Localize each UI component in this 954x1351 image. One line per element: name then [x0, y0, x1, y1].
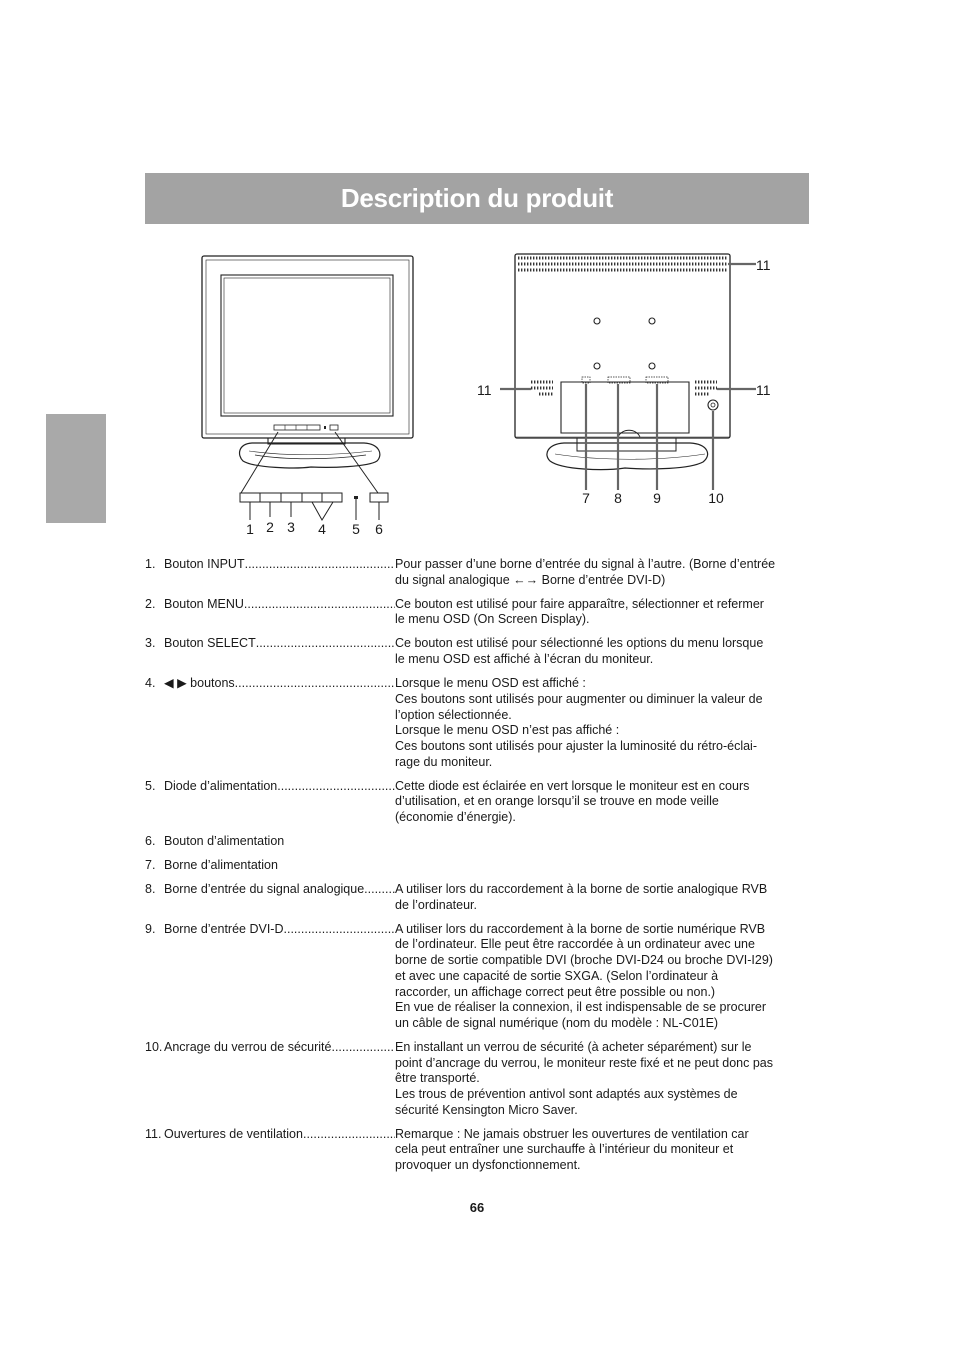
page-number: 66: [469, 1200, 485, 1215]
description-line: être transporté.: [395, 1071, 480, 1086]
front-callout-leaders: [240, 432, 388, 520]
list-item: [145, 1127, 810, 1174]
description-line: un câble de signal numérique (nom du modèle : NL-C01E): [395, 1015, 719, 1030]
callout-6: 6: [375, 521, 383, 537]
front-view-monitor: [202, 256, 413, 468]
list-item: [145, 779, 810, 826]
description-line: En installant un verrou de sécurité (à acheter séparément) sur le: [395, 1039, 752, 1054]
callout-8: 8: [614, 490, 622, 506]
dot-leader: [303, 1127, 395, 1174]
description-line: et avec une capacité de sortie SXGA. (Selon l’ordinateur à: [395, 968, 719, 983]
item-label-text: Borne d’entrée du signal analogique: [164, 882, 365, 897]
dot-leader: [256, 636, 395, 667]
callout-11-left: 11: [477, 382, 492, 398]
item-description: [395, 1040, 810, 1119]
monitor-illustrations: [0, 0, 954, 545]
dot-leader: [245, 557, 395, 588]
dot-leader: [277, 779, 395, 826]
parts-list: [145, 557, 810, 1182]
callout-1: 1: [246, 521, 254, 537]
item-label: [164, 557, 395, 588]
item-label: [164, 882, 395, 913]
item-description: [395, 1127, 810, 1174]
item-description: [395, 636, 810, 667]
description-line: En vue de réaliser la connexion, il est indispensable de se procurer: [395, 1000, 767, 1015]
page-title: Description du produit: [340, 183, 614, 213]
description-line: Lorsque le menu OSD n’est pas affiché :: [395, 723, 620, 738]
item-label-text: Borne d’alimentation: [164, 858, 278, 873]
description-line: A utiliser lors du raccordement à la borne de sortie numérique RVB: [395, 921, 766, 936]
description-line: Ces boutons sont utilisés pour ajuster la luminosité du rétro-éclai-: [395, 738, 757, 753]
item-number: 10.: [145, 1039, 163, 1054]
list-item: [145, 922, 810, 1032]
description-line: provoquer un dysfonctionnement.: [395, 1158, 581, 1173]
callout-9: 9: [653, 490, 661, 506]
description-line: de l’ordinateur. Elle peut être raccordée à un ordinateur avec une: [395, 937, 755, 952]
description-line: l’option sélectionnée.: [395, 707, 512, 722]
description-line: de l’ordinateur.: [395, 897, 478, 912]
item-label: [164, 922, 395, 1032]
callout-2: 2: [266, 519, 274, 535]
list-item: [145, 834, 810, 850]
rear-view-monitor: [515, 254, 730, 470]
item-number: 3.: [145, 636, 156, 651]
description-line: (économie d’énergie).: [395, 810, 516, 825]
item-label-text: Ancrage du verrou de sécurité: [164, 1039, 332, 1054]
list-item: [145, 676, 810, 770]
list-item: [145, 636, 810, 667]
dot-leader: [244, 597, 395, 628]
item-label: [164, 1127, 395, 1174]
description-line: rage du moniteur.: [395, 754, 493, 769]
item-description: [395, 858, 810, 874]
description-line: du signal analogique ←→ Borne d’entrée DVI-D): [395, 572, 666, 587]
item-label: [164, 779, 395, 826]
item-label: [164, 636, 395, 667]
list-item: [145, 597, 810, 628]
item-label-text: Bouton SELECT: [164, 636, 256, 651]
description-line: Ces boutons sont utilisés pour augmenter ou diminuer la valeur de: [395, 691, 763, 706]
item-number: 5.: [145, 778, 156, 793]
description-line: cela peut entraîner une surchauffe à l’intérieur du moniteur et: [395, 1142, 734, 1157]
item-label-text: Diode d’alimentation: [164, 778, 278, 793]
list-item: [145, 1040, 810, 1119]
description-line: Pour passer d’une borne d’entrée du signal à l’autre. (Borne d’entrée: [395, 557, 776, 571]
item-label-text: Borne d’entrée DVI-D: [164, 921, 284, 936]
description-line: le menu OSD (On Screen Display).: [395, 612, 590, 627]
dot-leader: [364, 882, 395, 913]
description-line: Ce bouton est utilisé pour sélectionné les options du menu lorsque: [395, 636, 764, 651]
item-label: [164, 597, 395, 628]
callout-5: 5: [352, 521, 360, 537]
item-description: [395, 779, 810, 826]
item-label: [164, 834, 395, 850]
item-label-text: Ouvertures de ventilation: [164, 1126, 303, 1141]
description-line: Ce bouton est utilisé pour faire apparaître, sélectionner et refermer: [395, 596, 764, 611]
description-line: borne de sortie compatible DVI (broche DVI-D24 ou broche DVI-I29): [395, 953, 773, 968]
item-description: [395, 597, 810, 628]
item-number: 6.: [145, 834, 156, 849]
list-item: [145, 557, 810, 588]
item-label: [164, 858, 395, 874]
dot-leader: [331, 1040, 395, 1119]
item-number: 9.: [145, 921, 156, 936]
callout-7: 7: [582, 490, 590, 506]
description-line: Lorsque le menu OSD est affiché :: [395, 676, 586, 691]
item-label-text: Bouton INPUT: [164, 557, 245, 571]
callout-10: 10: [708, 490, 724, 506]
list-item: [145, 858, 810, 874]
dot-leader: [235, 676, 395, 770]
description-line: Les trous de prévention antivol sont adaptés aux systèmes de: [395, 1087, 738, 1102]
item-description: [395, 834, 810, 850]
description-line: A utiliser lors du raccordement à la borne de sortie analogique RVB: [395, 882, 768, 897]
item-description: [395, 922, 810, 1032]
description-line: d’utilisation, et en orange lorsqu’il se trouve en mode veille: [395, 794, 719, 809]
description-line: sécurité Kensington Micro Saver.: [395, 1102, 578, 1117]
item-description: [395, 557, 810, 588]
description-line: point d’ancrage du verrou, le moniteur reste fixé et ne peut donc pas: [395, 1055, 774, 1070]
description-line: le menu OSD est affiché à l’écran du moniteur.: [395, 652, 654, 667]
item-label: [164, 676, 395, 770]
item-number: 1.: [145, 557, 156, 571]
item-description: [395, 676, 810, 770]
callout-11-top: 11: [756, 257, 771, 273]
dot-leader: [284, 922, 395, 1032]
description-line: raccorder, un affichage correct peut être possible ou non.): [395, 984, 716, 999]
item-number: 8.: [145, 882, 156, 897]
item-label-text: ◀ ▶ boutons: [164, 676, 235, 691]
item-label-text: Bouton MENU: [164, 596, 244, 611]
item-description: [395, 882, 810, 913]
callout-11-right: 11: [756, 382, 771, 398]
item-number: 4.: [145, 676, 156, 691]
item-label-text: Bouton d’alimentation: [164, 834, 285, 849]
description-line: Remarque : Ne jamais obstruer les ouvertures de ventilation car: [395, 1126, 749, 1141]
callout-3: 3: [287, 519, 295, 535]
list-item: [145, 882, 810, 913]
callout-4: 4: [318, 521, 326, 537]
description-line: Cette diode est éclairée en vert lorsque le moniteur est en cours: [395, 778, 750, 793]
item-number: 7.: [145, 858, 156, 873]
item-number: 2.: [145, 596, 156, 611]
item-number: 11.: [145, 1126, 162, 1141]
item-label: [164, 1040, 395, 1119]
